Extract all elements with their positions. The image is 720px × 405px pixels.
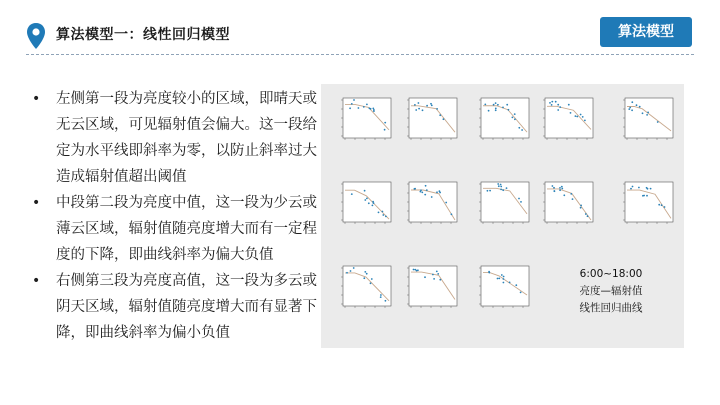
bullet-dot: •: [32, 91, 41, 107]
scatter-point: [346, 272, 348, 274]
scatter-point: [488, 110, 490, 112]
scatter-point: [366, 104, 368, 106]
plot-frame: [481, 98, 529, 138]
bullet-dot: •: [32, 195, 41, 211]
scatter-point: [503, 278, 505, 280]
scatter-point: [433, 278, 435, 280]
scatter-point: [580, 114, 582, 116]
scatter-point: [500, 189, 502, 191]
scatter-point: [503, 276, 505, 278]
scatter-point: [506, 187, 508, 189]
scatter-point: [521, 129, 523, 131]
scatter-point: [430, 103, 432, 105]
scatter-point: [515, 284, 517, 286]
scatter-point: [553, 190, 555, 192]
page-title: 算法模型一：线性回归模型: [56, 27, 230, 43]
scatter-point: [580, 205, 582, 207]
plot-frame: [625, 98, 673, 138]
scatter-point: [439, 192, 441, 194]
scatter-point: [349, 107, 351, 109]
scatter-point: [570, 112, 572, 114]
scatter-point: [353, 99, 355, 101]
scatter-point: [418, 108, 420, 110]
scatter-point: [650, 188, 652, 190]
scatter-point: [497, 183, 499, 185]
scatter-point: [500, 186, 502, 188]
scatter-point: [380, 296, 382, 298]
plot-frame: [343, 182, 391, 222]
figure-caption: [561, 266, 661, 317]
scatter-point: [451, 213, 453, 215]
scatter-point: [369, 107, 371, 109]
scatter-point: [445, 202, 447, 204]
bullet-item: [30, 268, 326, 346]
scatter-point: [421, 192, 423, 194]
scatter-point: [436, 191, 438, 193]
scatter-thumbnail: [537, 96, 595, 146]
scatter-point: [488, 272, 490, 274]
scatter-point: [487, 190, 489, 192]
scatter-point: [413, 269, 415, 271]
scatter-point: [568, 104, 570, 106]
caption-line-1: 亮度—辐射值: [579, 285, 643, 297]
scatter-point: [501, 274, 503, 276]
scatter-point: [508, 109, 510, 111]
scatter-point: [372, 201, 374, 203]
scatter-point: [514, 113, 516, 115]
location-pin-icon: [26, 22, 46, 50]
scatter-point: [368, 202, 370, 204]
scatter-point: [384, 122, 386, 124]
scatter-point: [414, 104, 416, 106]
scatter-point: [506, 104, 508, 106]
scatter-point: [638, 187, 640, 189]
scatter-point: [378, 212, 380, 214]
scatter-point: [639, 106, 641, 108]
scatter-point: [657, 121, 659, 123]
scatter-thumbnail: [401, 96, 459, 146]
scatter-point: [570, 193, 572, 195]
scatter-point: [372, 205, 374, 207]
scatter-point: [436, 108, 438, 110]
scatter-point: [422, 109, 424, 111]
scatter-point: [647, 188, 649, 190]
scatter-point: [366, 198, 368, 200]
scatter-point: [420, 191, 422, 193]
scatter-point: [370, 282, 372, 284]
scatter-point: [443, 118, 445, 120]
scatter-point: [632, 186, 634, 188]
bullet-text: 左侧第一段为亮度较小的区域，即晴天或无云区域，可见辐射值会偏大。这一段给定为水平线即斜率为零，以防止斜率过大造成辐射值超出阈值: [56, 91, 317, 185]
scatter-point: [572, 198, 574, 200]
scatter-point: [415, 109, 417, 111]
scatter-point: [585, 213, 587, 215]
scatter-point: [520, 292, 522, 294]
scatter-point: [498, 185, 500, 187]
scatter-point: [630, 188, 632, 190]
scatter-point: [509, 282, 511, 284]
caption-time-range: 6:00~18:00: [579, 268, 643, 280]
scatter-point: [658, 204, 660, 206]
scatter-point: [484, 104, 486, 106]
scatter-point: [382, 214, 384, 216]
scatter-point: [576, 116, 578, 118]
scatter-point: [552, 185, 554, 187]
scatter-point: [553, 187, 555, 189]
scatter-point: [424, 194, 426, 196]
scatter-point: [631, 101, 633, 103]
scatter-thumbnail: [335, 180, 393, 230]
scatter-point: [512, 117, 514, 119]
scatter-point: [575, 115, 577, 117]
scatter-point: [502, 107, 504, 109]
scatter-point: [559, 189, 561, 191]
plot-frame: [409, 98, 457, 138]
scatter-point: [631, 109, 633, 111]
scatter-point: [636, 104, 638, 106]
scatter-point: [436, 271, 438, 273]
scatter-thumbnail: [473, 96, 531, 146]
scatter-point: [351, 103, 353, 105]
scatter-point: [364, 190, 366, 192]
scatter-point: [584, 120, 586, 122]
scatter-point: [353, 267, 355, 269]
section-badge: 算法模型: [600, 17, 692, 47]
plot-frame: [343, 266, 391, 306]
scatter-point: [432, 274, 434, 276]
scatter-point: [502, 189, 504, 191]
scatter-point: [646, 195, 648, 197]
scatter-thumbnail: [473, 180, 531, 230]
caption-line-2: 线性回归曲线: [579, 302, 643, 314]
scatter-point: [414, 188, 416, 190]
scatter-point: [514, 118, 516, 120]
scatter-thumbnail: [335, 264, 393, 314]
scatter-point: [561, 186, 563, 188]
scatter-point: [384, 129, 386, 131]
scatter-point: [416, 270, 418, 272]
plot-frame: [625, 182, 673, 222]
scatter-point: [500, 184, 502, 186]
scatter-point: [551, 101, 553, 103]
scatter-point: [489, 190, 491, 192]
scatter-point: [431, 196, 433, 198]
scatter-point: [497, 104, 499, 106]
scatter-point: [518, 127, 520, 129]
scatter-point: [364, 199, 366, 201]
scatter-point: [498, 278, 500, 280]
scatter-thumbnail: [537, 180, 595, 230]
scatter-point: [373, 110, 375, 112]
scatter-point: [642, 195, 644, 197]
plot-frame: [409, 182, 457, 222]
bullet-item: [30, 86, 326, 190]
scatter-point: [628, 108, 630, 110]
bullet-text: 右侧第三段为亮度高值，这一段为多云或阴天区域，辐射值随亮度增大而有显著下降，即曲线斜率为偏小负值: [56, 273, 317, 341]
scatter-point: [582, 116, 584, 118]
scatter-point: [437, 273, 439, 275]
scatter-point: [557, 104, 559, 106]
regression-plots-panel: [321, 84, 684, 348]
bullet-dot: •: [32, 273, 41, 289]
scatter-thumbnail: [617, 180, 675, 230]
scatter-thumbnail: [401, 180, 459, 230]
plot-frame: [481, 266, 529, 306]
scatter-thumbnail: [335, 96, 393, 146]
scatter-point: [503, 282, 505, 284]
scatter-point: [520, 201, 522, 203]
scatter-point: [364, 271, 366, 273]
scatter-point: [629, 107, 631, 109]
scatter-point: [587, 215, 589, 217]
scatter-point: [580, 207, 582, 209]
scatter-thumbnail: [473, 264, 531, 314]
scatter-point: [495, 102, 497, 104]
slide-header: [0, 0, 720, 68]
scatter-point: [418, 102, 420, 104]
scatter-point: [664, 206, 666, 208]
scatter-point: [518, 198, 520, 200]
scatter-point: [366, 273, 368, 275]
scatter-point: [642, 112, 644, 114]
scatter-point: [559, 106, 561, 108]
header-divider: [26, 54, 694, 55]
scatter-point: [559, 187, 561, 189]
bullet-text: 中段第二段为亮度中值，这一段为少云或薄云区域，辐射值随亮度增大而有一定程度的下降，即曲线斜率为偏大负值: [56, 195, 317, 263]
scatter-point: [561, 188, 563, 190]
scatter-point: [439, 114, 441, 116]
scatter-point: [563, 194, 565, 196]
scatter-thumbnail: [617, 96, 675, 146]
scatter-point: [549, 102, 551, 104]
scatter-point: [551, 104, 553, 106]
bullet-list: [30, 86, 326, 346]
scatter-point: [497, 278, 499, 280]
bullet-item: [30, 190, 326, 268]
scatter-point: [647, 112, 649, 114]
scatter-point: [385, 216, 387, 218]
scatter-point: [557, 109, 559, 111]
scatter-point: [426, 189, 428, 191]
scatter-point: [380, 294, 382, 296]
scatter-point: [351, 193, 353, 195]
scatter-point: [431, 105, 433, 107]
scatter-point: [382, 211, 384, 213]
scatter-point: [426, 105, 428, 107]
scatter-point: [495, 109, 497, 111]
plot-frame: [545, 182, 593, 222]
scatter-point: [495, 108, 497, 110]
scatter-point: [363, 277, 365, 279]
scatter-point: [425, 185, 427, 187]
scatter-point: [424, 276, 426, 278]
scatter-point: [493, 104, 495, 106]
scatter-point: [371, 278, 373, 280]
scatter-point: [661, 204, 663, 206]
scatter-thumbnail: [401, 264, 459, 314]
scatter-point: [350, 270, 352, 272]
scatter-point: [646, 114, 648, 116]
scatter-point: [358, 107, 360, 109]
scatter-point: [363, 106, 365, 108]
scatter-point: [555, 101, 557, 103]
scatter-point: [385, 300, 387, 302]
scatter-point: [439, 279, 441, 281]
